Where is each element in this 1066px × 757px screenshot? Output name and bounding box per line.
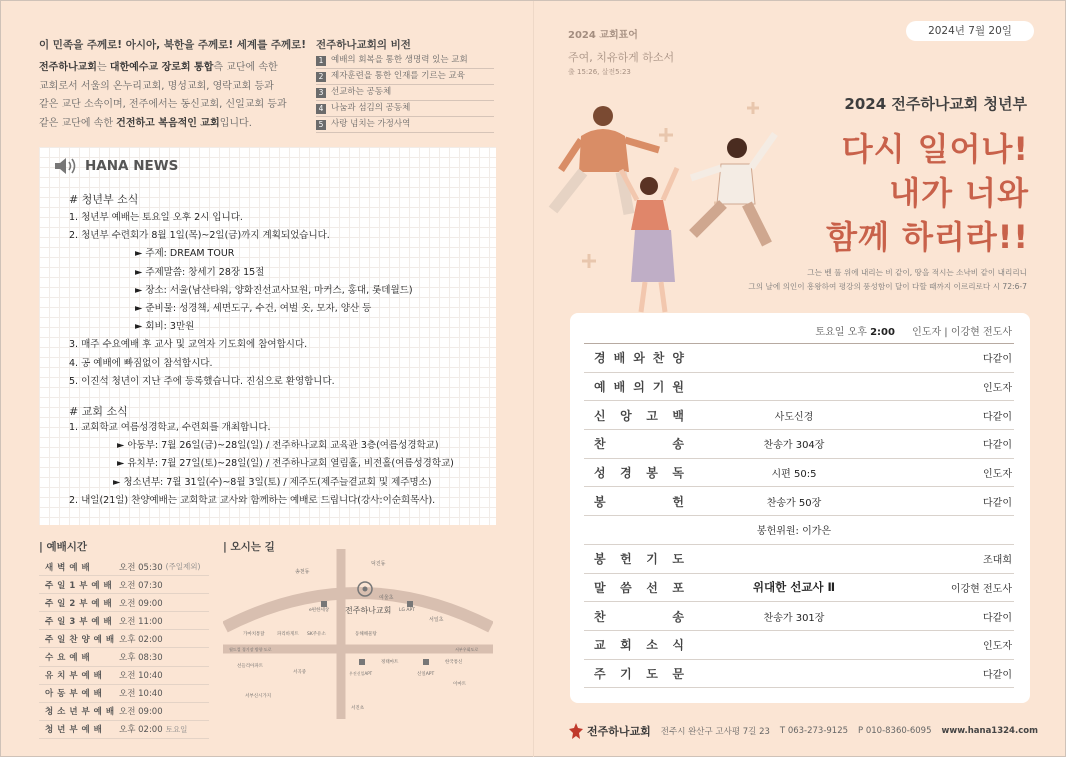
map-place: 서부신시가지 <box>245 694 272 699</box>
youth-news-title: # 청년부 소식 <box>69 193 139 206</box>
vision-text: 선교하는 공동체 <box>331 87 392 97</box>
service-time-label: 토요일 오후 <box>815 327 871 338</box>
news-subitem: ► 주제: DREAM TOUR <box>135 248 235 260</box>
times-row <box>39 648 209 666</box>
service-item: 봉 헌 기 도 <box>594 552 684 567</box>
fold-divider <box>533 1 534 757</box>
slogan-line: 내가 너와 <box>889 174 1029 212</box>
map-place: 정태마트 <box>381 660 399 665</box>
map-place: 선들리아파트 <box>237 664 264 669</box>
times-note: (주일제외) <box>165 562 201 572</box>
service-row <box>584 660 1014 689</box>
motto-text: 주여, 치유하게 하소서 <box>568 51 675 64</box>
vision-list <box>316 53 494 133</box>
times-name: 주 일 3 부 예 배 <box>45 616 113 627</box>
service-person: 인도자 <box>983 469 1012 481</box>
service-item: 찬 송 <box>594 609 684 624</box>
news-item: 3. 매주 수요예배 후 교사 및 교역자 기도회에 참여합시다. <box>69 339 308 351</box>
times-time: 오후 02:00 <box>119 725 163 736</box>
worship-times-table <box>39 558 209 739</box>
service-item: 예 배 의 기 원 <box>594 380 684 395</box>
footer-phone: P 010-8360-6095 <box>858 726 932 736</box>
times-label: | 예배시간 <box>39 541 88 553</box>
service-detail: 봉헌위원: 이가은 <box>756 526 832 538</box>
news-subitem: ► 장소: 서울(남산타워, 양화진선교사묘원, 마커스, 홍대, 롯데월드) <box>135 284 413 296</box>
footer-tel: T 063-273-9125 <box>779 726 849 736</box>
vision-text: 사랑 넘치는 가정사역 <box>331 119 411 129</box>
service-detail: 찬송가 304장 <box>763 440 825 452</box>
service-detail: 시편 50:5 <box>771 469 817 481</box>
times-row <box>39 721 209 739</box>
church-news-list <box>69 419 454 510</box>
times-name: 아 동 부 예 배 <box>45 689 103 700</box>
service-row <box>584 430 1014 459</box>
speaker-icon <box>53 157 77 175</box>
times-name: 주 일 찬 양 예 배 <box>45 634 115 645</box>
news-subitem: ► 아동부: 7월 26일(금)~28일(일) / 전주하나교회 교육관 3층(여름성경학교) <box>117 440 439 452</box>
intro-text: 입니다. <box>219 117 252 129</box>
map-place: SK주유소 <box>307 632 326 637</box>
times-time: 오전 11:00 <box>119 616 163 627</box>
vision-item <box>316 53 494 69</box>
slogan-line: 다시 일어나! <box>841 130 1029 168</box>
times-row <box>39 558 209 576</box>
church-news-title: # 교회 소식 <box>69 405 128 418</box>
service-person: 인도자 <box>983 641 1012 653</box>
vision-number: 3 <box>316 88 326 98</box>
times-name: 새 벽 예 배 <box>45 562 91 573</box>
map-place: 가마치통닭 <box>243 632 265 637</box>
youth-news-list <box>69 209 413 391</box>
intro-text: 측 교단에 속한 <box>213 62 278 73</box>
news-item: 2. 청년부 수련회가 8월 1일(목)~2일(금)까지 계획되었습니다. <box>69 230 330 242</box>
map-church-name: 전주하나교회 <box>345 606 392 615</box>
service-item: 주 기 도 문 <box>594 666 684 681</box>
service-item: 경 배 와 찬 양 <box>594 351 684 366</box>
times-name: 주 일 1 부 예 배 <box>45 580 113 591</box>
map-place: 월드컵 경기장 방향 도로 <box>229 647 272 652</box>
intro-text: 는 <box>96 62 110 73</box>
vision-item <box>316 101 494 117</box>
times-name: 청 년 부 예 배 <box>45 725 103 736</box>
service-row <box>584 602 1014 631</box>
news-item: 2. 내일(21일) 찬양예배는 교회학교 교사와 함께하는 예배로 드립니다(강사:이순희목사). <box>69 494 436 506</box>
slogan <box>826 127 1029 259</box>
church-map <box>223 549 493 719</box>
times-time: 오후 02:00 <box>119 634 163 645</box>
service-item: 성 경 봉 독 <box>594 466 684 481</box>
news-item: 4. 공 예배에 빠짐없이 참석합시다. <box>69 357 213 369</box>
service-person: 다같이 <box>983 411 1012 423</box>
times-note: 토요일 <box>165 724 188 734</box>
times-row <box>39 630 209 648</box>
quote-line: 그의 날에 의인이 흥왕하여 평강의 풍성함이 달이 다할 때까지 이르리로다 시 72:6-7 <box>748 282 1027 291</box>
times-time: 오전 09:00 <box>119 598 163 609</box>
intro-line: 같은 교단 소속이며, 전주에서는 동신교회, 신일교회 등과 <box>39 99 287 110</box>
service-person: 다같이 <box>983 497 1012 509</box>
times-time: 오전 10:40 <box>119 671 163 682</box>
map-place: 신일APT <box>417 672 435 677</box>
service-detail: 찬송가 50장 <box>766 497 822 509</box>
intro-denomination: 대한예수교 장로회 통합 <box>109 62 214 73</box>
vision-text: 나눔과 섬김의 공동체 <box>331 103 411 113</box>
intro-text: 같은 교단에 속한 <box>39 117 117 129</box>
sermon-title: 위대한 선교사 Ⅱ <box>752 580 836 595</box>
news-subitem: ► 주제말씀: 창세기 28장 15절 <box>135 266 265 278</box>
service-person: 이강현 전도사 <box>950 583 1012 595</box>
service-person: 조대희 <box>983 555 1012 567</box>
news-subitem: ► 회비: 3만원 <box>135 321 195 333</box>
service-detail: 사도신경 <box>774 411 814 423</box>
vision-number: 4 <box>316 104 326 114</box>
map-place: LG APT <box>399 608 415 613</box>
service-rows <box>584 343 1014 688</box>
quote-line: 그는 벤 풀 위에 내리는 비 같이, 땅을 적시는 소낙비 같이 내리리니 <box>807 268 1027 277</box>
map-place: 서부우회도로 <box>455 647 479 652</box>
service-person: 다같이 <box>983 440 1012 452</box>
times-name: 주 일 2 부 예 배 <box>45 598 113 609</box>
service-person: 다같이 <box>983 354 1012 366</box>
service-row <box>584 487 1014 516</box>
date-badge: 2024년 7월 20일 <box>906 21 1034 41</box>
motto-title: 2024 교회표어 <box>568 30 638 41</box>
intro-headline: 이 민족을 주께로! 아시아, 북한을 주께로! 세계를 주께로! <box>39 39 307 51</box>
times-name: 청 소 년 부 예 배 <box>45 707 115 718</box>
service-row <box>584 545 1014 574</box>
news-item: 1. 교회학교 여름성경학교, 수련회를 개최합니다. <box>69 422 271 433</box>
map-place: e편한세상 <box>309 608 330 613</box>
service-row <box>584 401 1014 430</box>
news-subitem: ► 유치부: 7월 27일(토)~28일(일) / 전주하나교회 열림홀, 비전홀(여름성경학교) <box>117 458 454 470</box>
times-time: 오전 05:30 <box>119 562 163 573</box>
footer <box>569 723 1048 739</box>
service-person: 다같이 <box>983 612 1012 624</box>
map-place: 이마트 <box>453 682 467 687</box>
vision-text: 제자훈련을 통한 인재를 기르는 교육 <box>331 71 465 81</box>
times-time: 오전 09:00 <box>119 707 163 718</box>
news-box <box>39 147 496 525</box>
service-row <box>584 631 1014 660</box>
times-time: 오전 07:30 <box>119 580 163 591</box>
times-name: 수 요 예 배 <box>45 653 91 664</box>
vision-number: 1 <box>316 56 326 66</box>
news-title <box>53 157 178 175</box>
vision-item <box>316 69 494 85</box>
vision-title: 전주하나교회의 비전 <box>316 39 411 51</box>
service-item: 찬 송 <box>594 437 684 452</box>
intro-emphasis: 건전하고 복음적인 교회 <box>116 117 220 129</box>
intro-church-name: 전주하나교회 <box>39 62 97 73</box>
motto-reference: 출 15:26, 살전5:23 <box>568 68 631 76</box>
map-place: 서일초 <box>429 617 444 623</box>
footer-website[interactable]: www.hana1324.com <box>941 726 1038 736</box>
service-leader: 인도자 | 이강현 전도사 <box>912 327 1012 338</box>
map-place: 서진초 <box>351 706 365 711</box>
vision-text: 예배의 회복을 통한 생명력 있는 교회 <box>331 55 468 65</box>
footer-church-name: 전주하나교회 <box>587 725 651 738</box>
times-name: 유 치 부 예 배 <box>45 671 103 682</box>
map-place: 송천동 <box>295 569 310 575</box>
map-place: 파리바게트 <box>277 632 299 637</box>
jumping-people-illustration <box>541 96 791 326</box>
times-time: 오후 08:30 <box>119 653 163 664</box>
service-detail: 찬송가 301장 <box>763 612 825 624</box>
map-place: 여울초 <box>379 595 394 601</box>
times-row <box>39 685 209 703</box>
map-place: 한국통신 <box>445 660 463 665</box>
times-row <box>39 667 209 685</box>
news-item: 1. 청년부 예배는 토요일 오후 2시 입니다. <box>69 212 243 223</box>
times-time: 오전 10:40 <box>119 689 163 700</box>
map-place: 동해해물탕 <box>355 632 377 637</box>
vision-item <box>316 85 494 101</box>
times-row <box>39 612 209 630</box>
service-row <box>584 459 1014 488</box>
church-logo-icon <box>569 723 583 739</box>
service-item: 봉 헌 <box>594 494 684 509</box>
service-header <box>815 323 1012 338</box>
service-row <box>584 344 1014 373</box>
intro-body <box>39 59 289 133</box>
news-title-text: HANA NEWS <box>85 158 179 174</box>
service-row <box>584 516 1014 545</box>
footer-address: 전주시 완산구 고사평 7길 23 <box>660 727 770 737</box>
times-row <box>39 576 209 594</box>
news-subitem: ► 준비물: 성경책, 세면도구, 수건, 여벌 옷, 모자, 양산 등 <box>135 303 372 315</box>
slogan-line: 함께 하리라!! <box>826 218 1029 256</box>
youth-dept-title: 2024 전주하나교회 청년부 <box>844 95 1027 113</box>
service-item: 신 앙 고 백 <box>594 408 684 423</box>
map-label: | 오시는 길 <box>223 541 275 553</box>
news-subitem: ► 청소년부: 7월 31일(수)~8월 3일(토) / 제주도(제주늘곁교회 및 제주명소) <box>113 476 432 488</box>
service-person: 다같이 <box>983 669 1012 681</box>
service-time: 2:00 <box>870 327 895 338</box>
intro-line: 교회로서 서울의 온누리교회, 명성교회, 영락교회 등과 <box>39 80 274 92</box>
map-place: 덕진동 <box>371 561 386 567</box>
order-of-service <box>570 313 1030 703</box>
map-place: 우진신일APT <box>349 671 373 676</box>
service-person: 인도자 <box>983 383 1012 395</box>
vision-number: 5 <box>316 120 326 130</box>
vision-item <box>316 117 494 133</box>
times-row <box>39 703 209 721</box>
service-row <box>584 574 1014 603</box>
vision-number: 2 <box>316 72 326 82</box>
times-row <box>39 594 209 612</box>
news-item: 5. 이진석 청년이 지난 주에 등록했습니다. 진심으로 환영합니다. <box>69 375 335 387</box>
service-row <box>584 373 1014 402</box>
map-place: 서곡중 <box>293 670 307 675</box>
service-item: 말 씀 선 포 <box>594 580 684 595</box>
service-item: 교 회 소 식 <box>594 638 684 653</box>
